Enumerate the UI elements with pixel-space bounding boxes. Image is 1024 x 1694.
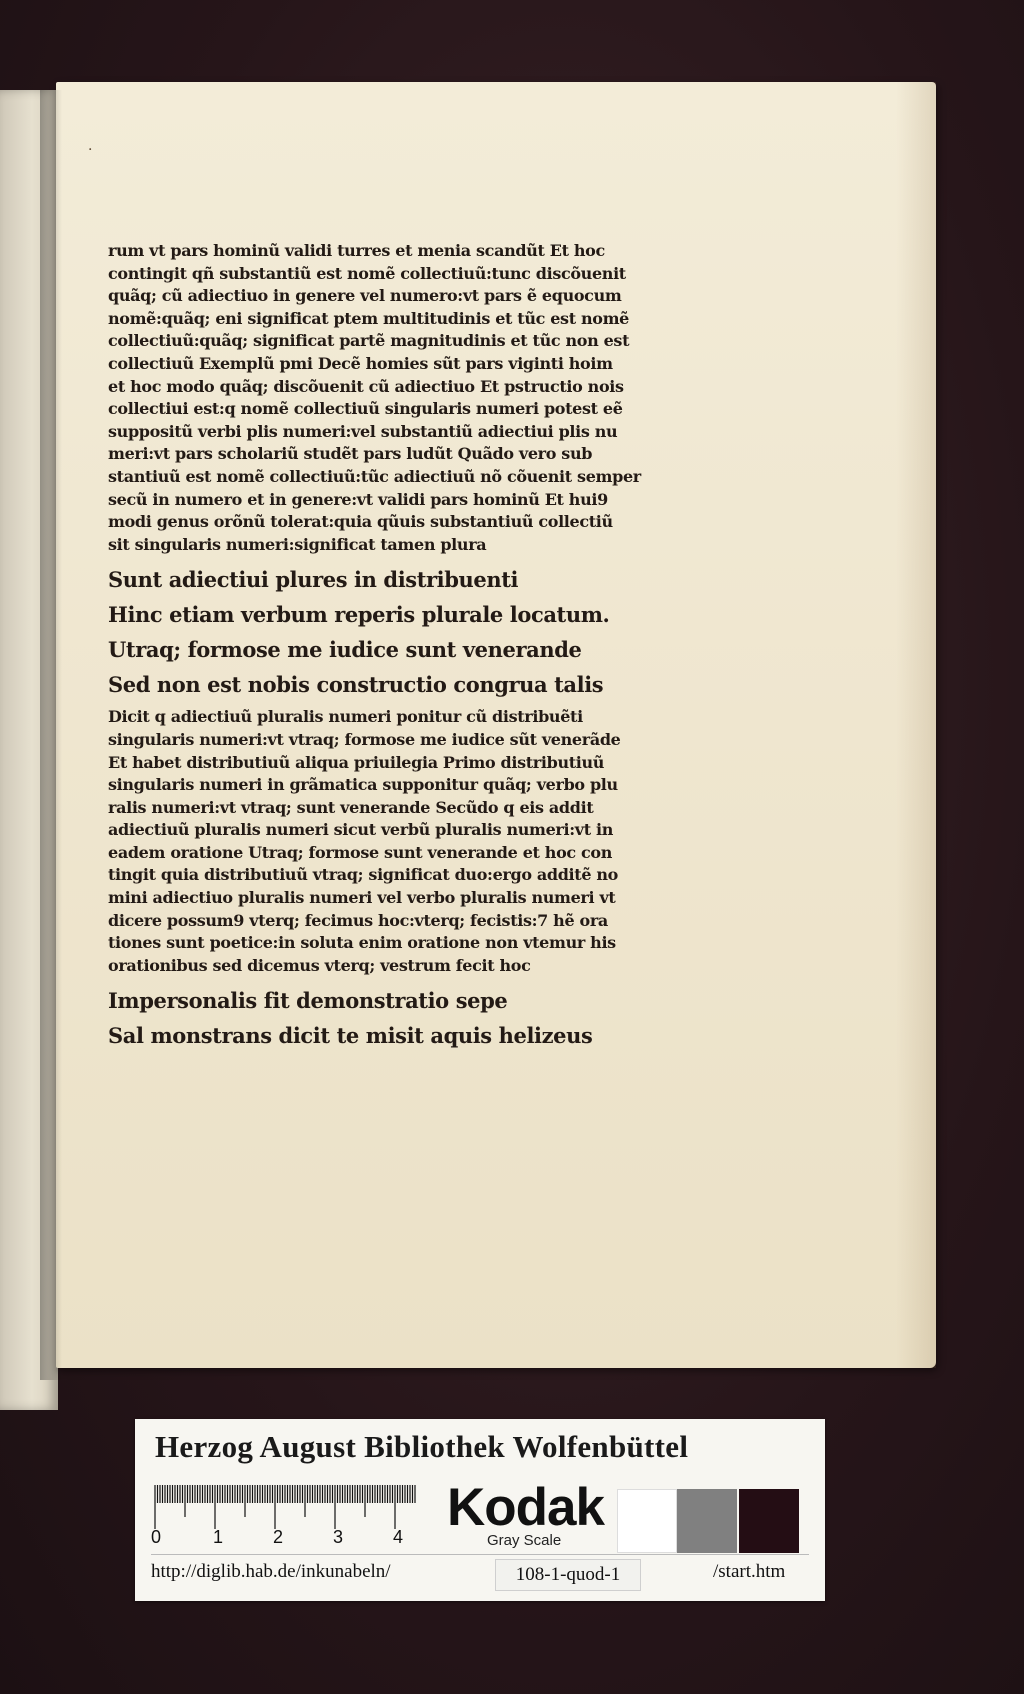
verse-line: Hinc etiam verbum reperis plurale locatum. [108, 602, 610, 628]
paragraph-1 [108, 240, 718, 556]
text-line: meri:vt pars scholariũ studẽt pars ludũt Quãdo vero sub [108, 444, 593, 464]
gray-scale-label: Gray Scale [487, 1532, 562, 1549]
text-line: contingit qñ substantiũ est nomẽ collectiuũ:tunc discõuenit [108, 263, 626, 283]
text-line: tingit quia distributiuũ vtraq; significat duo:ergo additẽ no [108, 865, 618, 885]
library-name: Herzog August Bibliothek Wolfenbüttel [155, 1429, 689, 1464]
ruler-number: 3 [333, 1527, 344, 1547]
text-line: collectiui est:q nomẽ collectiuũ singularis numeri potest eẽ [108, 399, 623, 419]
text-line: dicere possum9 vterq; fecimus hoc:vterq; fecistis:7 hẽ ora [108, 910, 608, 930]
page-blemish: · [88, 142, 93, 158]
white-patch [617, 1489, 677, 1553]
verse-line: Sed non est nobis constructio congrua talis [108, 672, 604, 698]
text-line: ralis numeri:vt vtraq; sunt venerande Secũdo q eis addit [108, 797, 594, 817]
page-gutter-shadow [40, 90, 62, 1380]
text-line: collectiuũ:quãq; significat partẽ magnitudinis et tũc non est [108, 331, 630, 351]
verse-line: Utraq; formose me iudice sunt venerande [108, 637, 582, 663]
text-line: eadem oratione Utraq; formose sunt venerande et hoc con [108, 842, 613, 862]
shelfmark-box: 108-1-quod-1 [495, 1559, 641, 1591]
text-line: mini adiectiuo pluralis numeri vel verbo pluralis numeri vt [108, 888, 616, 908]
url-base: http://diglib.hab.de/inkunabeln/ [151, 1561, 391, 1582]
text-line: singularis numeri:vt vtraq; formose me iudice sũt venerãde [108, 729, 621, 749]
text-line: et hoc modo quãq; discõuenit cũ adiectiuo Et pstructio nois [108, 376, 624, 396]
text-line: adiectiuũ pluralis numeri sicut verbũ pluralis numeri:vt in [108, 820, 613, 840]
text-line: Dicit q adiectiuũ pluralis numeri ponitur cũ distribuẽti [108, 707, 583, 727]
text-line: nomẽ:quãq; eni significat ptem multitudinis et tũc est nomẽ [108, 308, 629, 328]
url-suffix: /start.htm [713, 1561, 786, 1582]
verse-line: Sunt adiectiui plures in distribuenti [108, 567, 519, 593]
text-line: quãq; cũ adiectiuo in genere vel numero:vt pars ẽ equocum [108, 286, 622, 306]
text-line: suppositũ verbi plis numeri:vel substantiũ adiectiui plis nu [108, 421, 618, 441]
text-line: singularis numeri in grãmatica supponitur quãq; verbo plu [108, 775, 618, 795]
text-line: sit singularis numeri:significat tamen plura [108, 534, 487, 554]
text-line: modi genus orõnũ tolerat:quia qũuis substantiuũ collectiũ [108, 512, 613, 532]
verse-line: Sal monstrans dicit te misit aquis helizeus [108, 1023, 593, 1049]
kodak-logo: Kodak [447, 1478, 604, 1537]
text-line: tiones sunt poetice:in soluta enim oratione non vtemur his [108, 933, 616, 953]
text-block [108, 240, 718, 1053]
text-line: stantiuũ est nomẽ collectiuũ:tũc adiectiuũ nõ cõuenit semper [108, 466, 641, 486]
verse-line: Impersonalis fit demonstratio sepe [108, 988, 508, 1014]
text-line: rum vt pars hominũ validi turres et menia scandũt Et hoc [108, 241, 605, 260]
ruler-number: 0 [151, 1527, 162, 1547]
text-line: orationibus sed dicemus vterq; vestrum fecit hoc [108, 955, 531, 975]
gray-patch [677, 1489, 737, 1553]
ruler-number: 4 [393, 1527, 404, 1547]
card-divider [151, 1554, 809, 1555]
verse-group-1 [108, 562, 718, 702]
text-line: secũ in numero et in genere:vt validi pars hominũ Et hui9 [108, 489, 608, 509]
verse-group-2 [108, 983, 718, 1053]
black-patch [739, 1489, 799, 1553]
ruler-numbers [151, 1527, 431, 1549]
color-target-card [135, 1419, 825, 1601]
ruler-number: 1 [213, 1527, 224, 1547]
text-line: collectiuũ Exemplũ pmi Decẽ homies sũt pars viginti hoim [108, 353, 613, 373]
paragraph-2 [108, 706, 718, 977]
book-page [56, 82, 936, 1368]
text-line: Et habet distributiuũ aliqua priuilegia Primo distributiuũ [108, 752, 605, 772]
ruler-number: 2 [273, 1527, 284, 1547]
